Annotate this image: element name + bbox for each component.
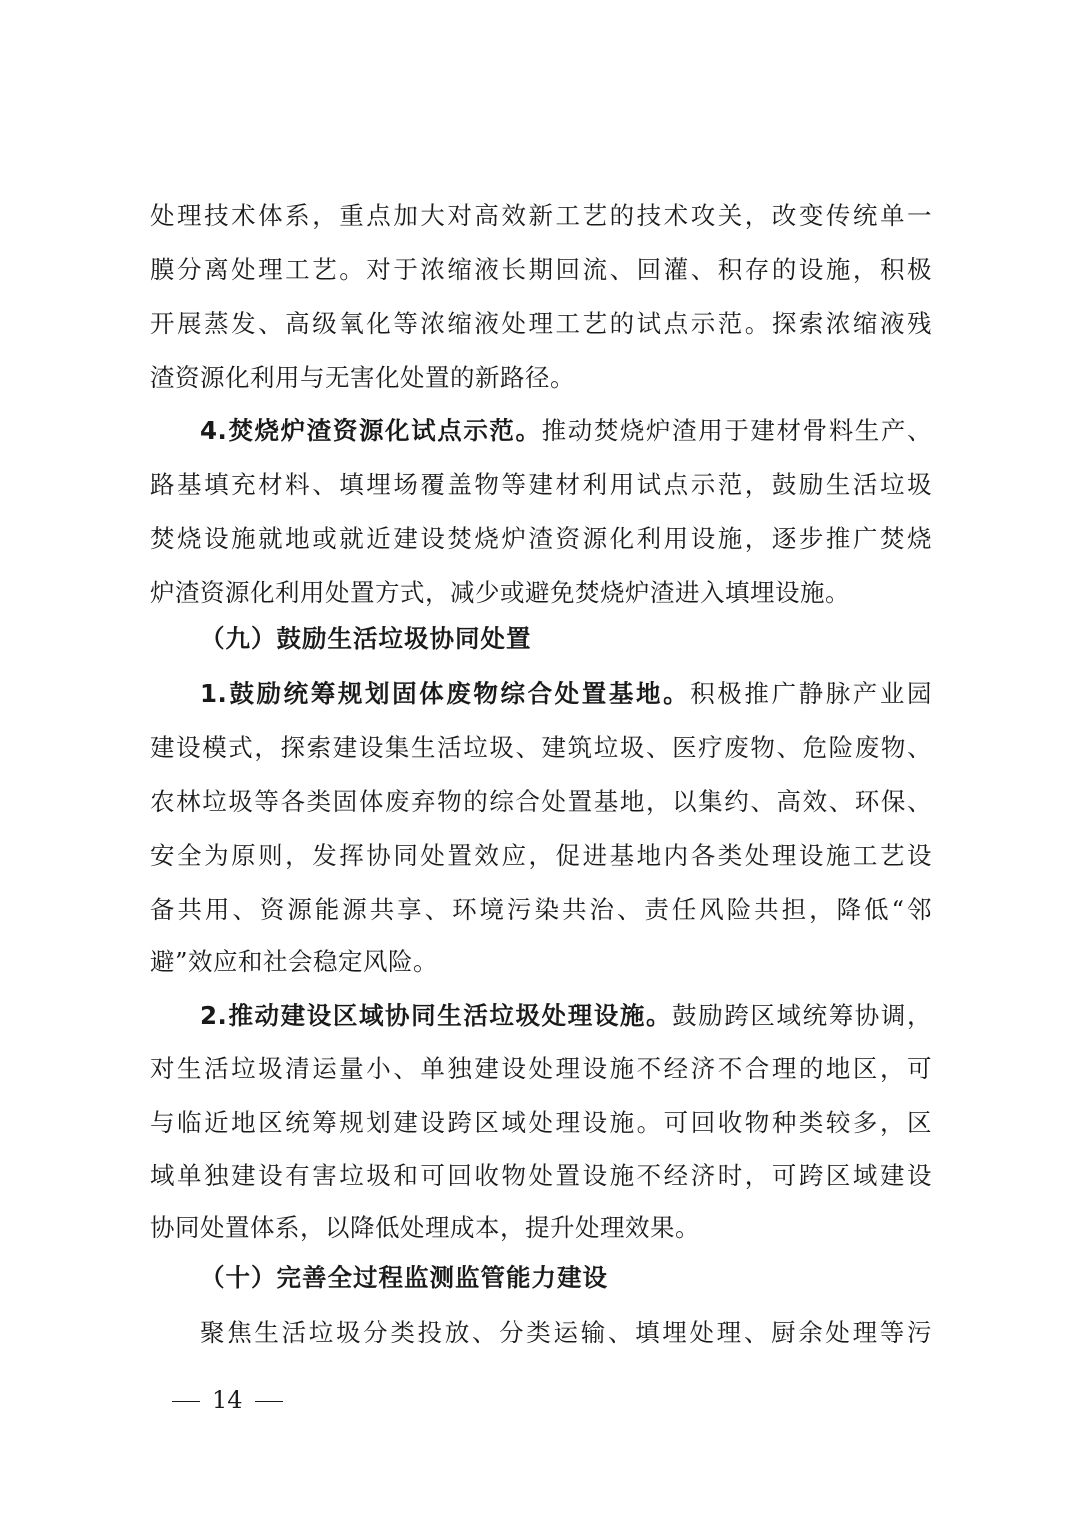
body-line: 建设模式，探索建设集生活垃圾、建筑垃圾、医疗废物、危险废物、 [150,733,932,762]
page-number [160,1373,295,1427]
body-line: 对生活垃圾清运量小、单独建设处理设施不经济不合理的地区，可 [150,1054,932,1083]
item-9-1-first-line [200,667,932,721]
body-line: 协同处置体系，以降低处理成本，提升处理效果。 [150,1213,700,1242]
section-heading-9: （九）鼓励生活垃圾协同处置 [200,624,532,653]
body-line: 渣资源化利用与无害化处置的新路径。 [150,363,575,392]
body-line: 路基填充材料、填埋场覆盖物等建材利用试点示范，鼓励生活垃圾 [150,470,932,499]
body-line: 处理技术体系，重点加大对高效新工艺的技术攻关，改变传统单一 [150,201,932,230]
item-9-2-text: 鼓励跨区域统筹协调， [672,1001,933,1030]
item-9-2-title: 2.推动建设区域协同生活垃圾处理设施。 [200,1001,673,1030]
page-number-value: 14 [212,1386,243,1414]
item-4-title: 4.焚烧炉渣资源化试点示范。 [200,416,542,445]
body-line: 炉渣资源化利用处置方式，减少或避免焚烧炉渣进入填埋设施。 [150,578,850,607]
body-line: 焚烧设施就地或就近建设焚烧炉渣资源化利用设施，逐步推广焚烧 [150,524,932,553]
body-line: 域单独建设有害垃圾和可回收物处置设施不经济时，可跨区域建设 [150,1161,932,1190]
body-line: 农林垃圾等各类固体废弃物的综合处置基地，以集约、高效、环保、 [150,787,932,816]
body-line: 与临近地区统筹规划建设跨区域处理设施。可回收物种类较多，区 [150,1108,932,1137]
body-line: 避”效应和社会稳定风险。 [150,947,439,976]
item-9-1-title: 1.鼓励统筹规划固体废物综合处置基地。 [200,679,691,708]
body-line: 安全为原则，发挥协同处置效应，促进基地内各类处理设施工艺设 [150,841,932,870]
dash-right [255,1401,283,1403]
section-heading-10: （十）完善全过程监测监管能力建设 [200,1263,608,1292]
body-line: 膜分离处理工艺。对于浓缩液长期回流、回灌、积存的设施，积极 [150,255,932,284]
body-line: 备共用、资源能源共享、环境污染共治、责任风险共担，降低“邻 [150,895,932,924]
dash-left [172,1401,200,1403]
body-line: 聚焦生活垃圾分类投放、分类运输、填埋处理、厨余处理等污 [200,1318,932,1347]
item-9-1-text: 积极推广静脉产业园 [690,679,932,708]
body-line: 开展蒸发、高级氧化等浓缩液处理工艺的试点示范。探索浓缩液残 [150,309,932,338]
item-4-text: 推动焚烧炉渣用于建材骨料生产、 [541,416,932,445]
item-9-2-first-line [200,989,932,1043]
item-4-first-line [200,404,932,458]
